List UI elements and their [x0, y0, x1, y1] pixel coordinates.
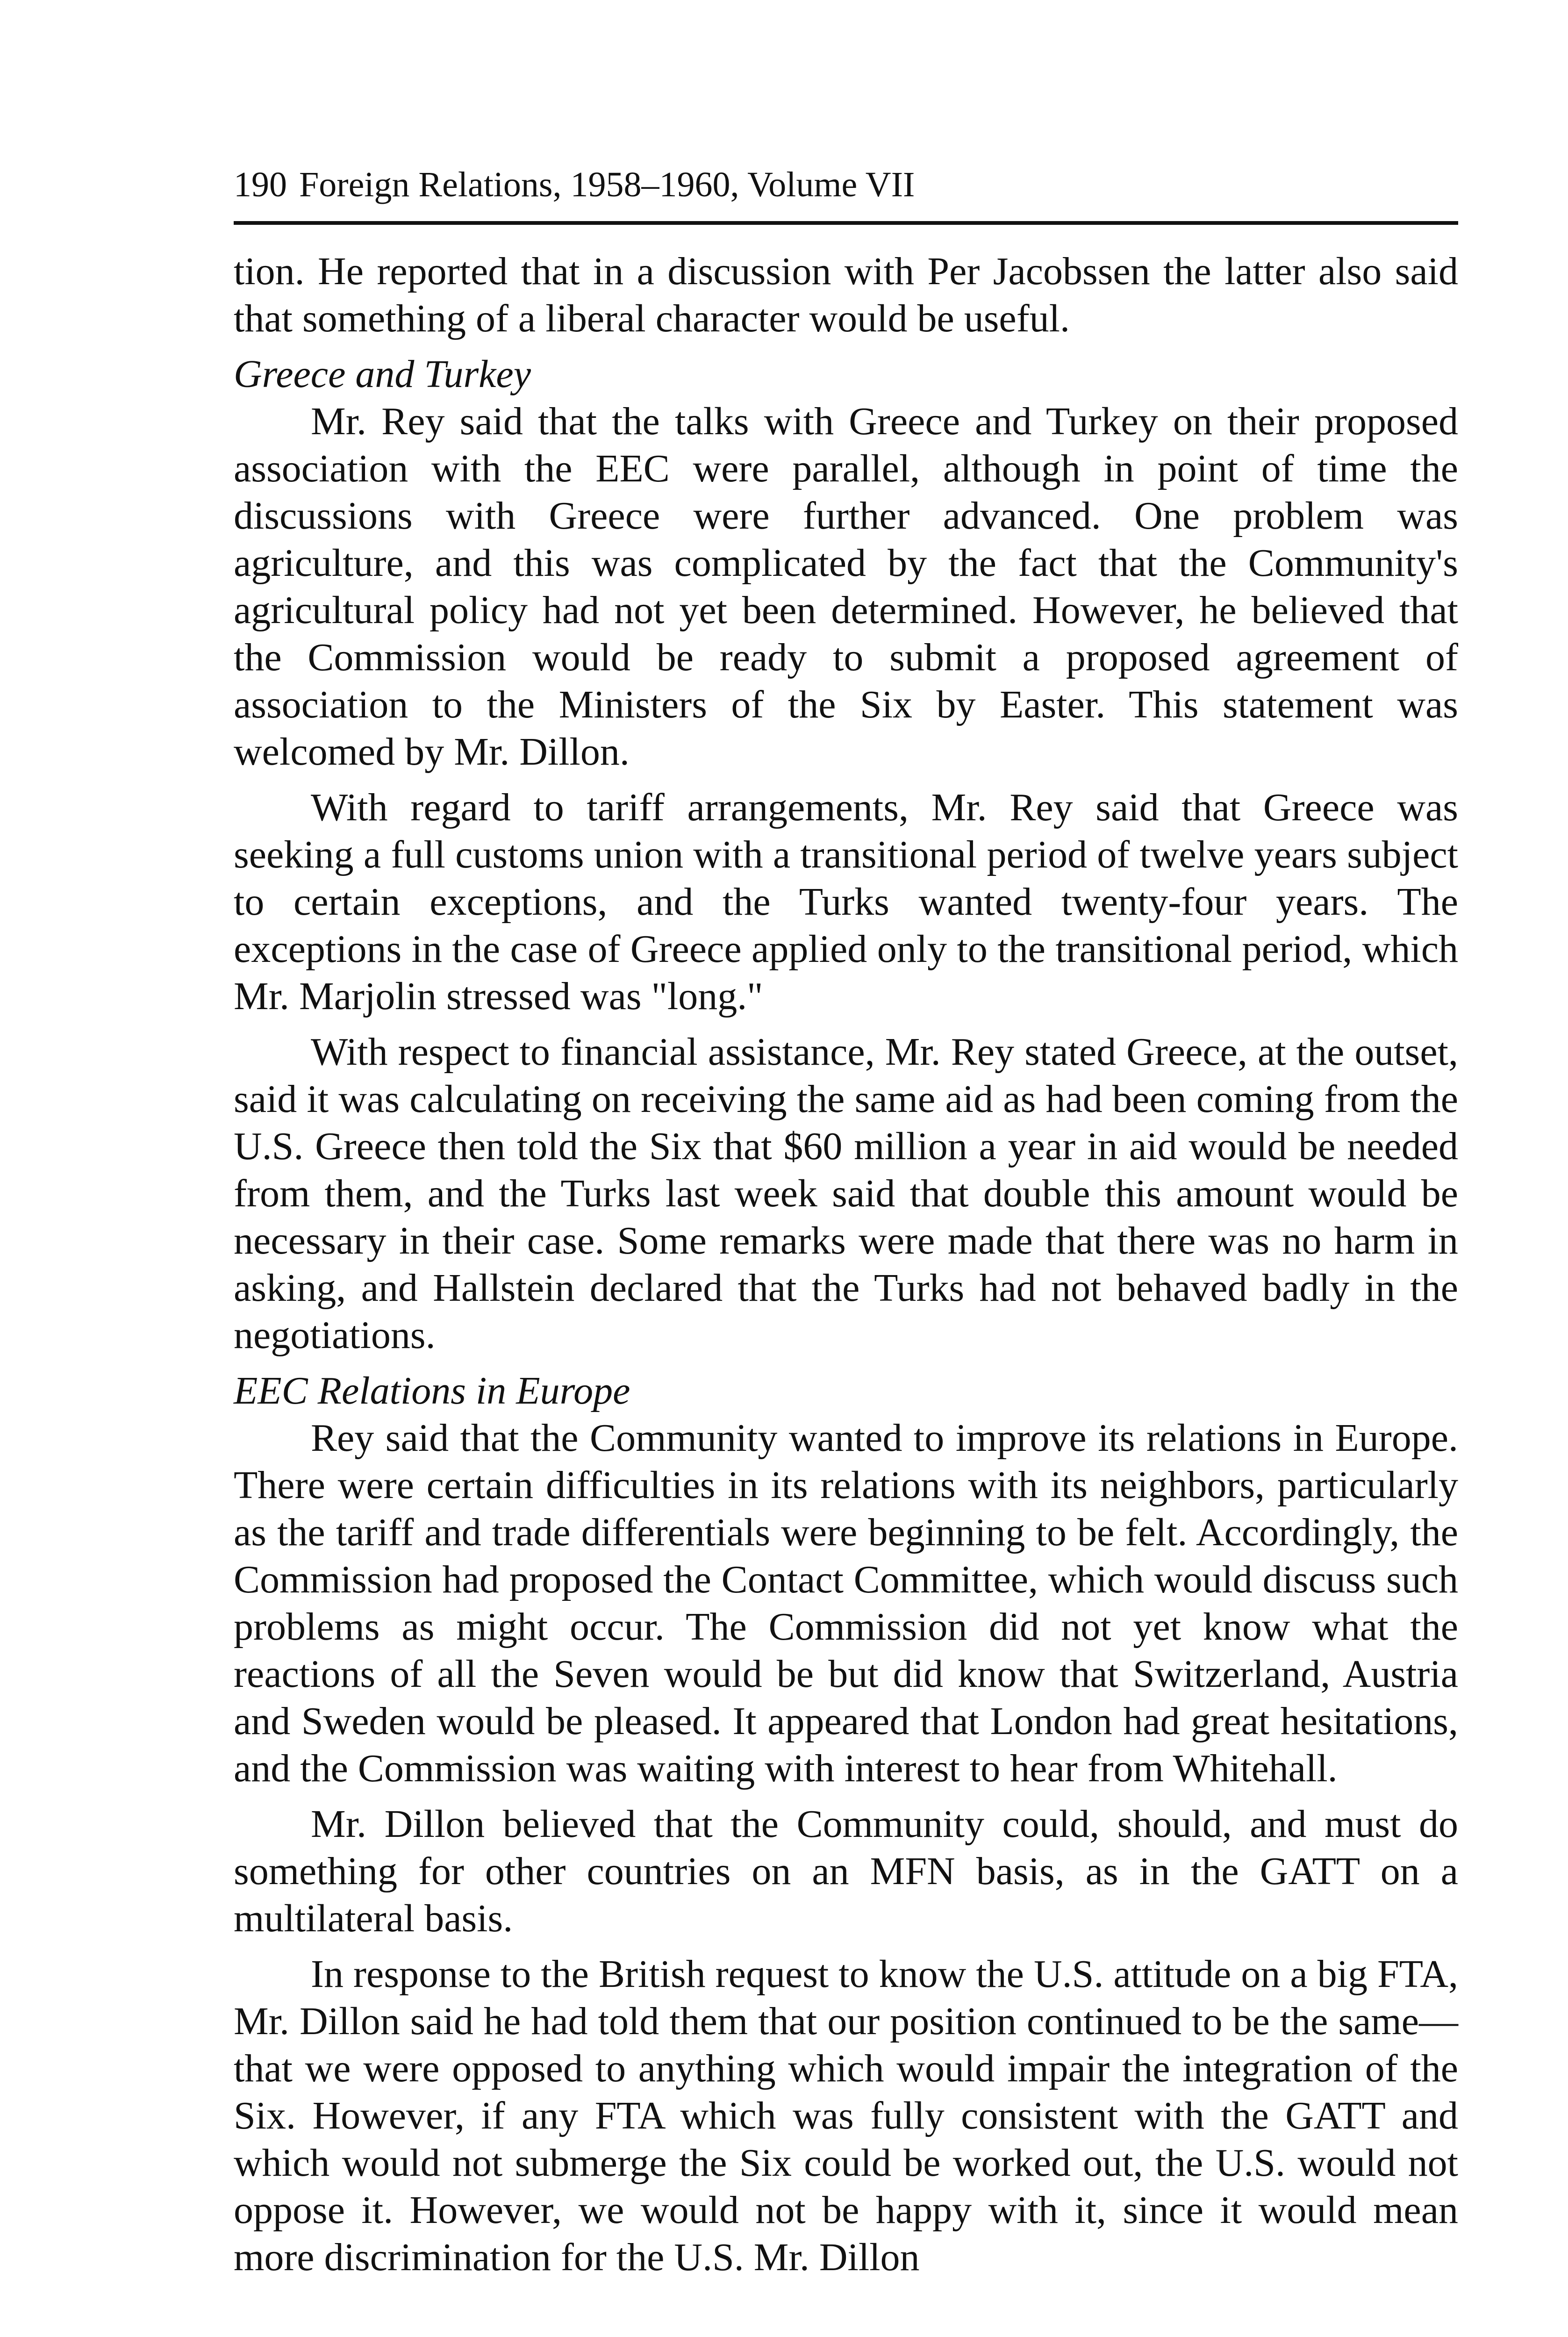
header-rule: [234, 221, 1458, 225]
section-heading-eec-relations: EEC Relations in Europe: [234, 1369, 630, 1412]
running-header: [234, 161, 1458, 217]
paragraph: tion. He reported that in a discussion with Per Jacobssen the latter also said that something of a liberal character would be useful.: [234, 250, 1458, 340]
paragraph: Mr. Rey said that the talks with Greece and Turkey on their proposed association with the EEC were parallel, although in point of time the discussions with Greece were further advanced. One problem was agriculture, and this was complicated by the fact that the Community's agricultural policy had not yet been determined. However, he believed that the Commission would be ready to submit a proposed agreement of association to the Ministers of the Six by Easter. This statement was welcomed by Mr. Dillon.: [234, 400, 1458, 774]
section-heading-greece-turkey: Greece and Turkey: [234, 352, 531, 396]
paragraph: With respect to financial assistance, Mr. Rey stated Greece, at the outset, said it was calculating on receiving the same aid as had been coming from the U.S. Greece then told the Six that $60 million a year in aid would be needed from them, and the Turks last week said that double this amount would be necessary in their case. Some remarks were made that there was no harm in asking, and Hallstein declared that the Turks had not behaved badly in the negotiations.: [234, 1030, 1458, 1357]
paragraph: With regard to tariff arrangements, Mr. Rey said that Greece was seeking a full customs union with a transitional period of twelve years subject to certain exceptions, and the Turks wanted twenty-four years. The exceptions in the case of Greece applied only to the transitional period, which Mr. Marjolin stressed was "long.": [234, 786, 1458, 1018]
paragraph: Rey said that the Community wanted to improve its relations in Europe. There were certain difficulties in its relations with its neighbors, particularly as the tariff and trade differentials were beginning to be felt. Accordingly, the Commission had proposed the Contact Committee, which would discuss such problems as might occur. The Commission did not yet know what the reactions of all the Seven would be but did know that Switzerland, Austria and Sweden would be pleased. It appeared that London had great hesitations, and the Commission was waiting with interest to hear from Whitehall.: [234, 1416, 1458, 1790]
paragraph: Mr. Dillon believed that the Community could, should, and must do something for other countries on an MFN basis, as in the GATT on a multilateral basis.: [234, 1802, 1458, 1940]
running-title: Foreign Relations, 1958–1960, Volume VII: [299, 165, 915, 204]
paragraph: In response to the British request to know the U.S. attitude on a big FTA, Mr. Dillon said he had told them that our position continued to be the same—that we were opposed to anything which would impair the integration of the Six. However, if any FTA which was fully consistent with the GATT and which would not submerge the Six could be worked out, the U.S. would not oppose it. However, we would not be happy with it, since it would mean more discrimination for the U.S. Mr. Dillon: [234, 1952, 1458, 2279]
page-number: 190: [234, 165, 287, 204]
page-body: [234, 248, 1458, 2281]
